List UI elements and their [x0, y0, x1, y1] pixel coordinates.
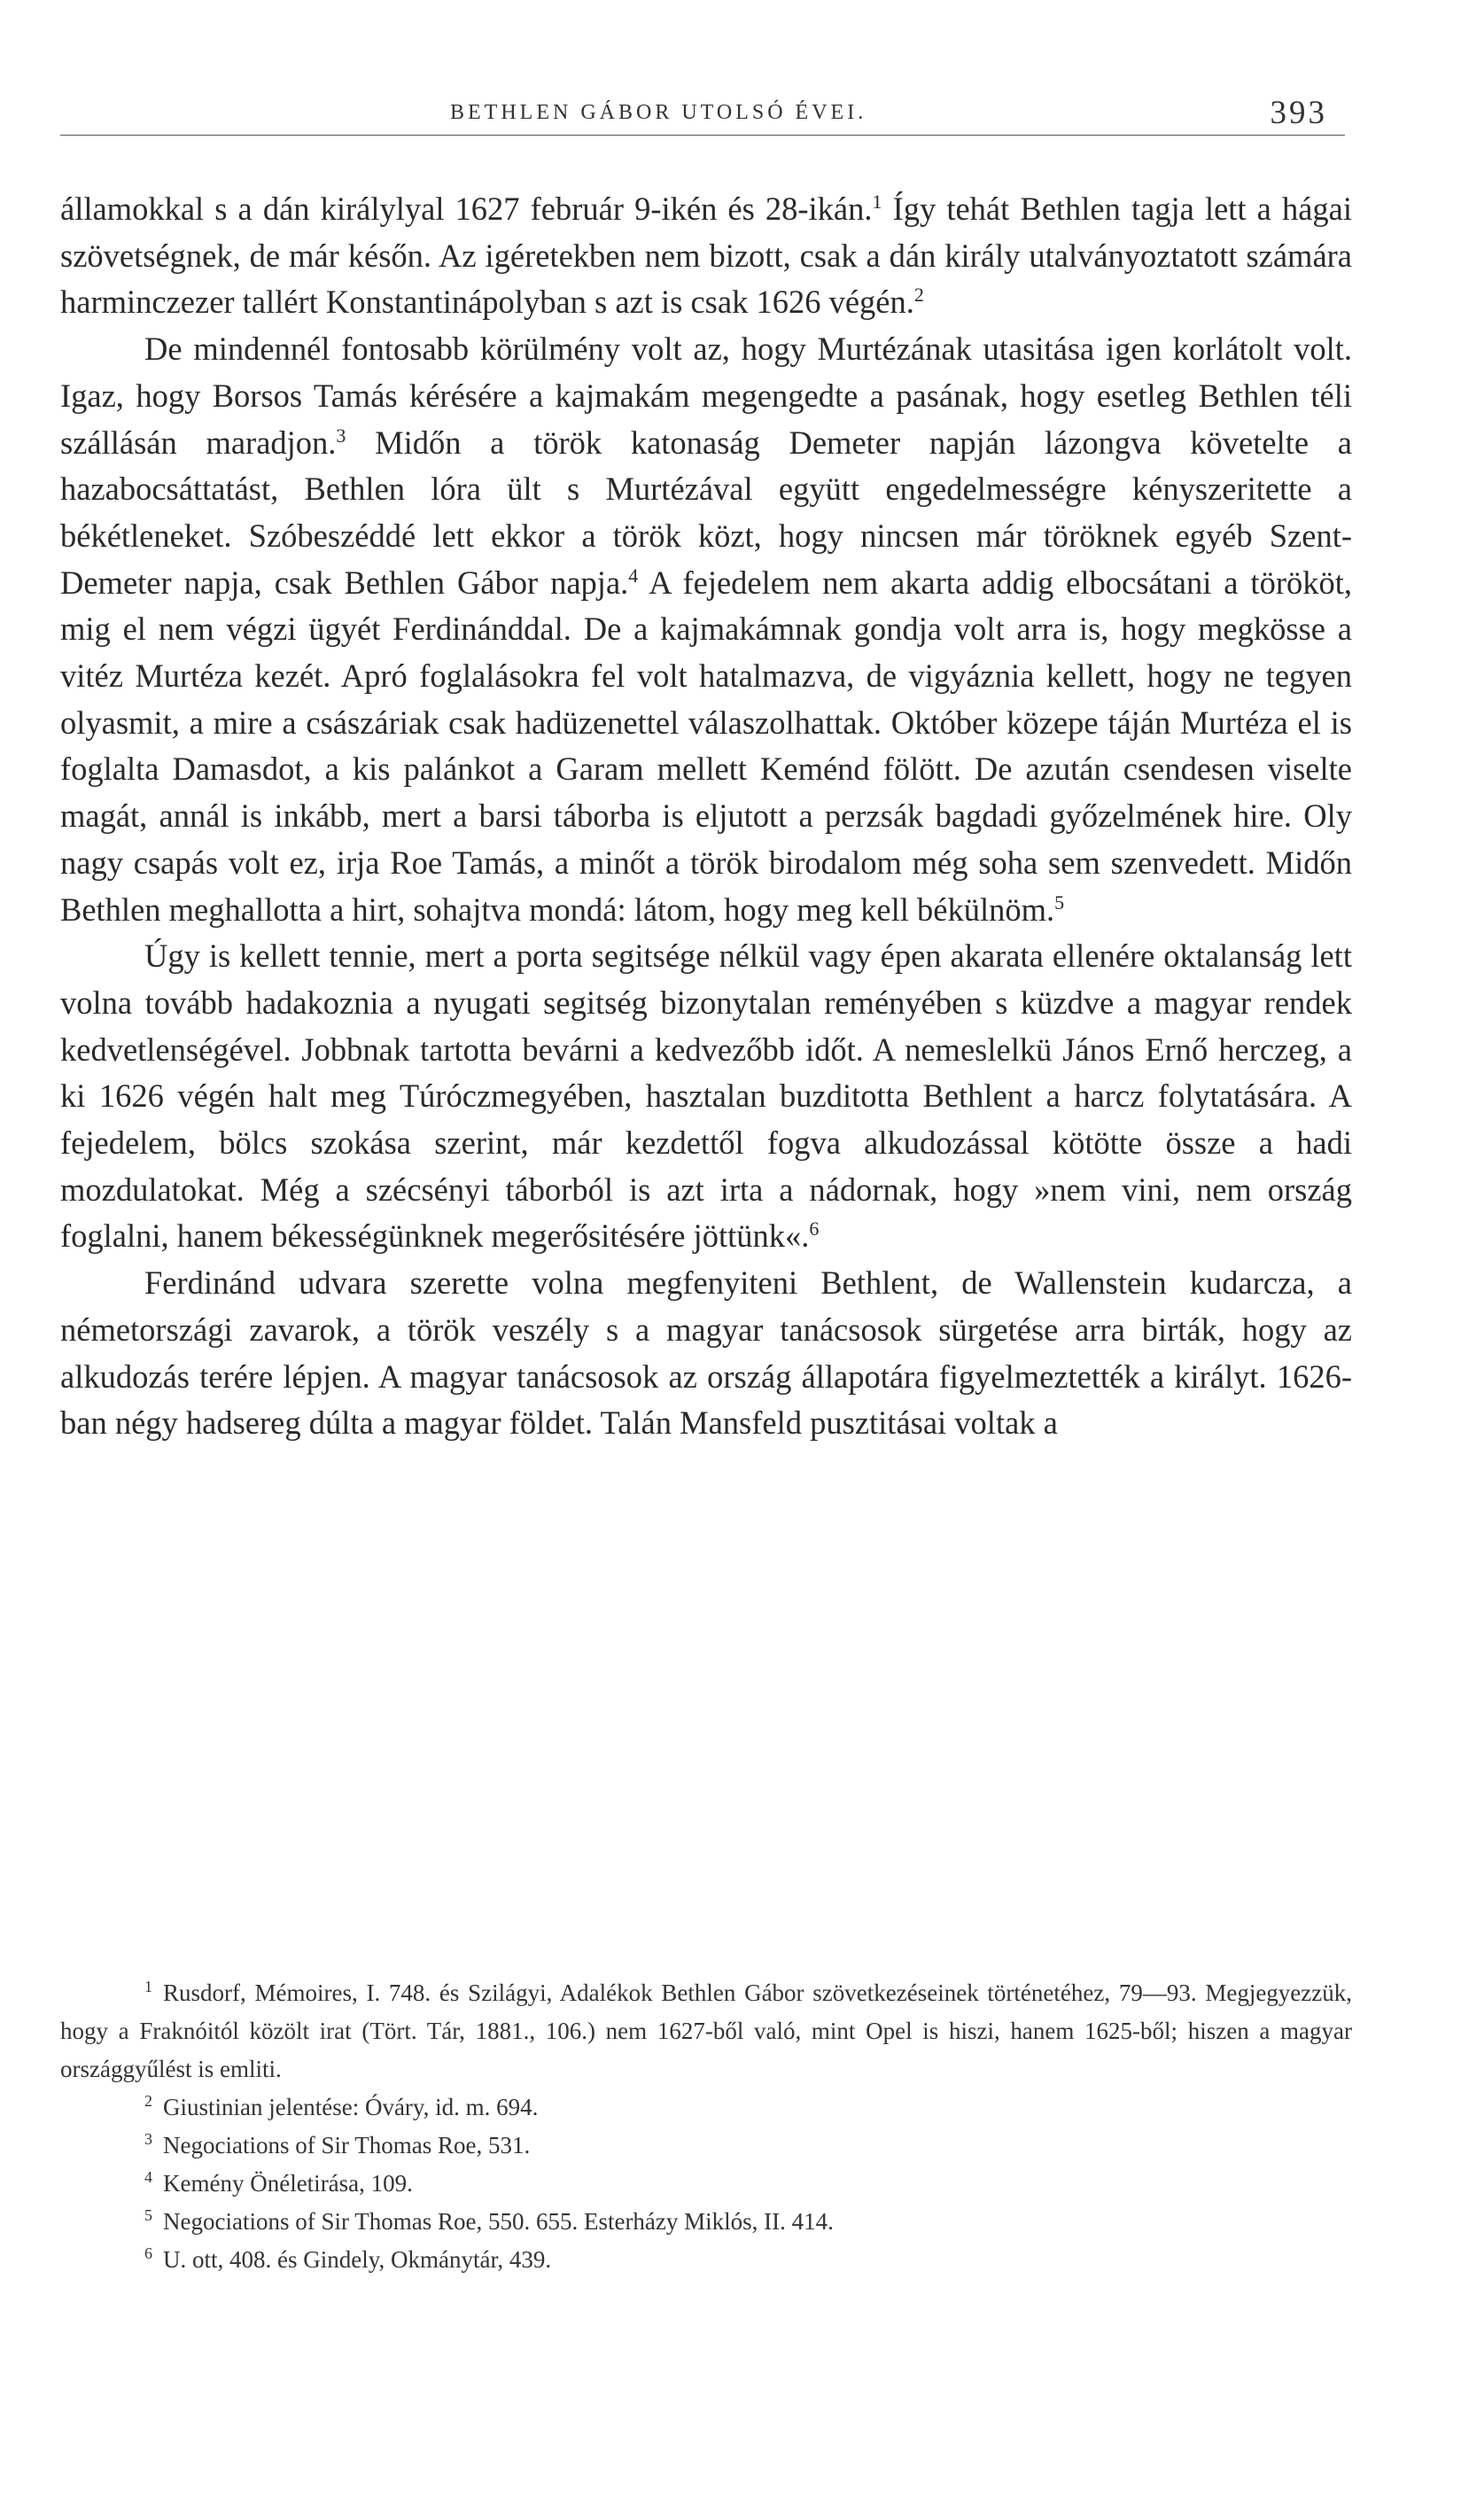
footnote-4 [60, 2165, 1352, 2203]
footnote-6 [60, 2241, 1352, 2279]
text-span: Ferdinánd udvara szerette volna megfenyiteni Bethlent, de Wallenstein kudarcza, a németországi zavarok, a török veszély s a magyar tanácsosok sürgetése arra birták, hogy az alkudozás terére lépjen. A magyar tanácsosok az ország állapotára figyelmeztették a királyt. 1626-ban négy hadsereg dúlta a magyar földet. Talán Mansfeld pusztitásai voltak a [60, 1264, 1352, 1442]
footnote-ref: 2 [913, 284, 924, 307]
footnote-1 [60, 1974, 1352, 2088]
footnotes [60, 1974, 1352, 2279]
footnote-2 [60, 2088, 1352, 2127]
paragraph-2 [60, 326, 1352, 933]
footnote-text: Rusdorf, Mémoires, I. 748. és Szilágyi, Adalékok Bethlen Gábor szövetkezéseinek történetéhez, 79—93. Megjegyezzük, hogy a Fraknóitól közölt irat (Tört. Tár, 1881., 106.) nem 1627-ből való, mint Opel is hiszi, hanem 1625-ből; hiszen a magyar országgyűlést is emliti. [60, 1979, 1352, 2082]
footnote-text: Negociations of Sir Thomas Roe, 531. [163, 2132, 531, 2158]
paragraph-4 [60, 1260, 1352, 1447]
footnote-3 [60, 2127, 1352, 2165]
text-span: A fejedelem nem akarta addig elbocsátani a törököt, mig el nem végzi ügyét Ferdinánddal. De a kajmakámnak gondja volt arra is, hogy megkösse a vitéz Murtéza kezét. Apró foglalásokra fel volt hatalmazva, de vigyáznia kellett, hogy ne tegyen olyasmit, a mire a császáriak csak hadüzenettel válaszolhattak. Október közepe táján Murtéza el is foglalta Damasdot, a kis palánkot a Garam mellett Keménd fölött. De azután csendesen viselte magát, annál is inkább, mert a barsi táborba is eljutott a perzsák bagdadi győzelmének hire. Oly nagy csapás volt ez, irja Roe Tamás, a minőt a török birodalom még soha sem szenvedett. Midőn Bethlen meghallotta a hirt, sohajtva mondá: látom, hogy meg kell békülnöm. [60, 564, 1352, 928]
page-number: 393 [1270, 95, 1327, 131]
header-rule [60, 135, 1345, 136]
footnote-number: 1 [144, 1978, 152, 1995]
running-head [60, 89, 1389, 142]
text-span: államokkal s a dán királylyal 1627 február 9-ikén és 28-ikán. [60, 191, 873, 227]
text-span: Midőn a török katonaság Demeter napján lázongva követelte a hazabocsáttatást, Bethlen lóra ült s Murtézával együtt engedelmességre kényszeritette a békétleneket. Szóbeszéddé lett ekkor a török közt, hogy nincsen már töröknek egyéb Szent-Demeter napja, csak Bethlen Gábor napja. [60, 424, 1352, 601]
footnote-5 [60, 2203, 1352, 2241]
footnote-number: 2 [144, 2092, 152, 2110]
footnote-number: 6 [144, 2244, 152, 2262]
text-span: Így tehát Bethlen tagja lett a hágai szövetségnek, de már későn. Az igéretekben nem bizott, csak a dán király utalványoztatott számára harminczezer tallért Konstantinápolyban s azt is csak 1626 végén. [60, 191, 1352, 321]
footnote-text: U. ott, 408. és Gindely, Okmánytár, 439. [163, 2246, 552, 2273]
text-span: De mindennél fontosabb körülmény volt az, hogy Murtézának utasitása igen korlátolt volt. Igaz, hogy Borsos Tamás kérésére a kajmakám megengedte a pasának, hogy esetleg Bethlen téli szállásán maradjon. [60, 331, 1352, 461]
footnote-number: 3 [144, 2130, 152, 2148]
footnote-ref: 4 [628, 564, 639, 587]
footnote-text: Negociations of Sir Thomas Roe, 550. 655. Esterházy Miklós, II. 414. [163, 2208, 834, 2235]
main-text [60, 186, 1352, 1447]
footnote-text: Kemény Önéletirása, 109. [163, 2170, 413, 2197]
paragraph-3 [60, 933, 1352, 1260]
footnote-ref: 1 [872, 190, 882, 213]
text-span: Úgy is kellett tennie, mert a porta segitsége nélkül vagy épen akarata ellenére oktalanság lett volna tovább hadakoznia a nyugati segitség bizonytalan reményében s küzdve a magyar rendek kedvetlenségével. Jobbnak tartotta bevárni a kedvezőbb időt. A nemeslelkü János Ernő herczeg, a ki 1626 végén halt meg Túróczmegyében, hasztalan buzditotta Bethlent a harcz folytatására. A fejedelem, bölcs szokása szerint, már kezdettől fogva alkudozással kötötte össze a hadi mozdulatokat. Még a szécsényi táborból is azt irta a nádornak, hogy »nem vini, nem ország foglalni, hanem békességünknek megerősitésére jöttünk«. [60, 937, 1352, 1255]
footnote-ref: 3 [336, 424, 346, 447]
footnote-number: 5 [144, 2206, 152, 2224]
footnote-ref: 5 [1054, 891, 1065, 914]
footnote-ref: 6 [809, 1217, 820, 1241]
paragraph-1 [60, 186, 1352, 326]
footnote-text: Giustinian jelentése: Óváry, id. m. 694. [163, 2094, 539, 2120]
running-title: BETHLEN GÁBOR UTOLSÓ ÉVEI. [450, 101, 867, 124]
footnote-number: 4 [144, 2168, 152, 2186]
